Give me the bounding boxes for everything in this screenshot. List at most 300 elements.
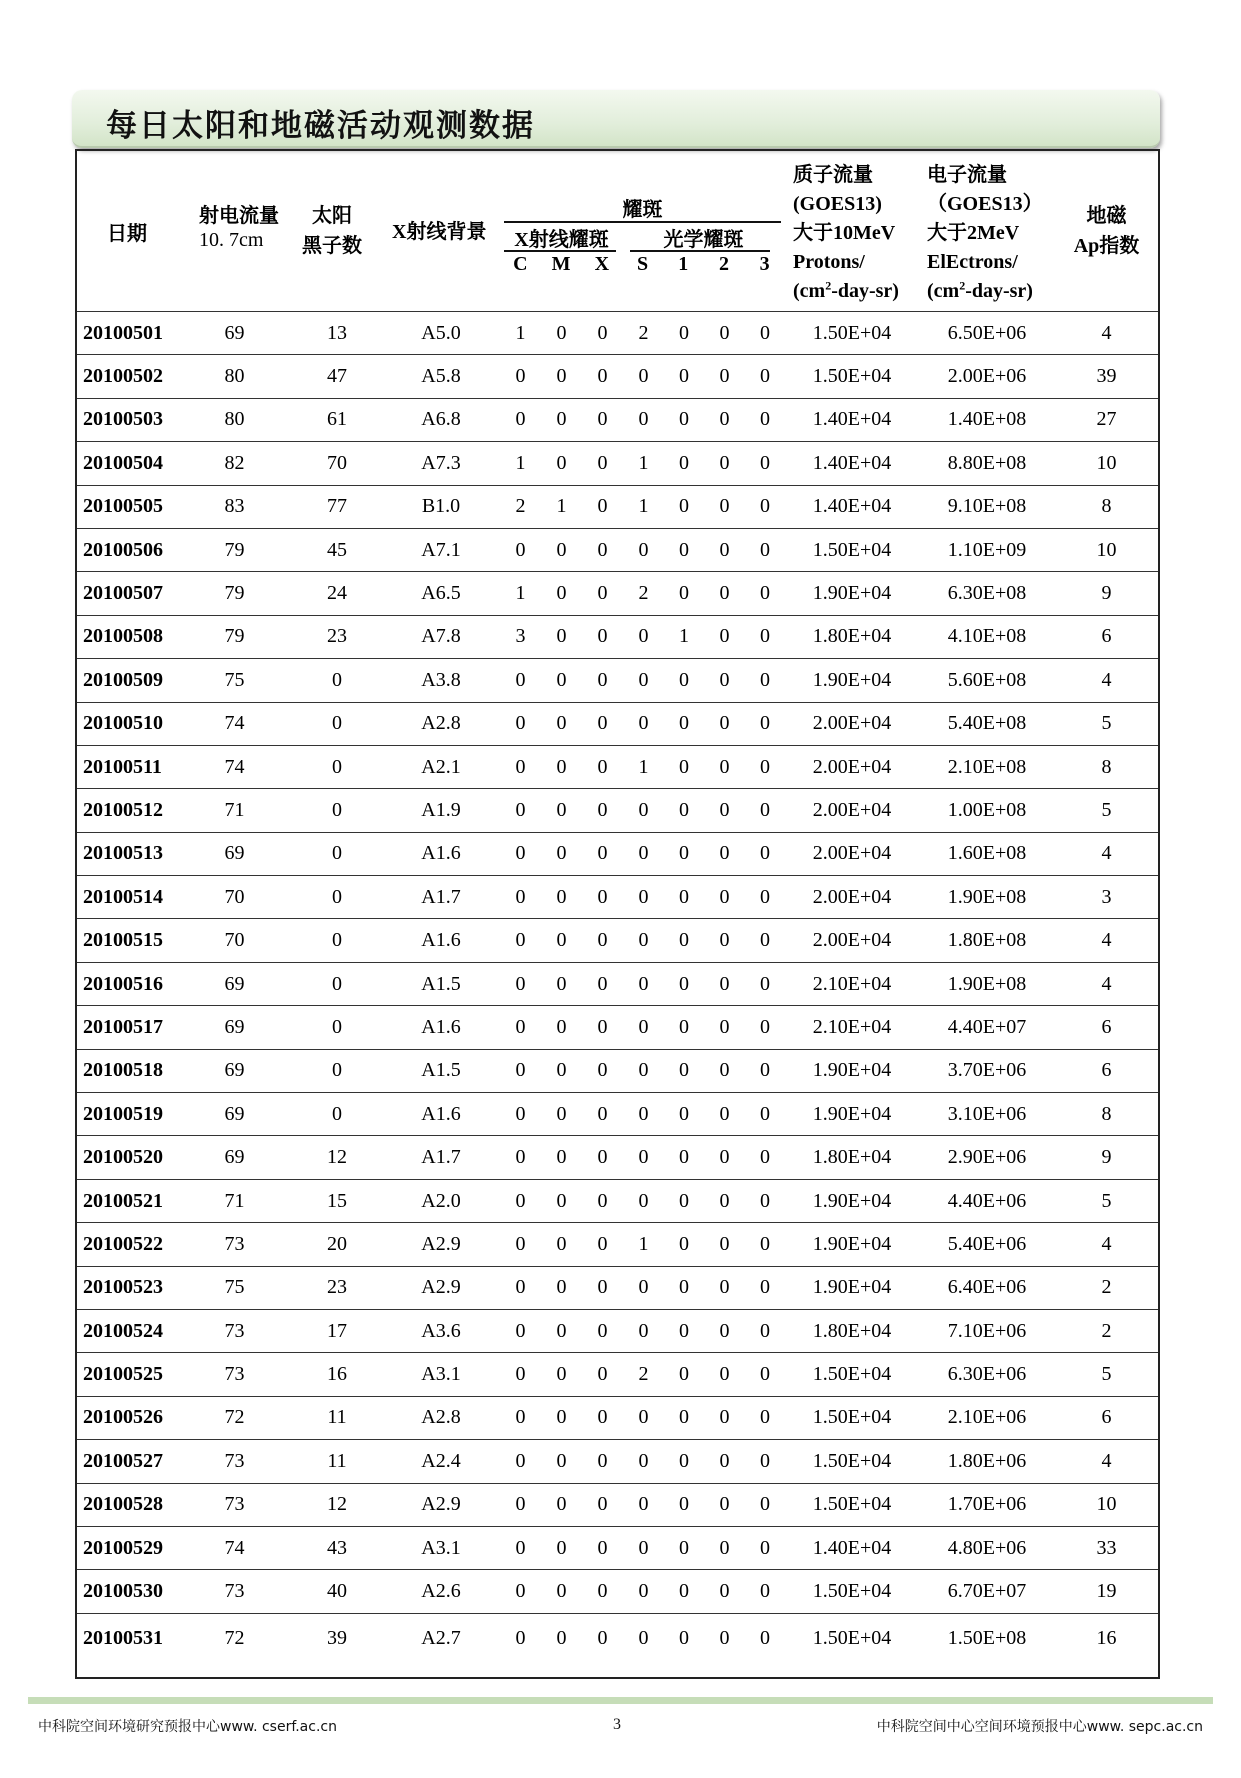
cell-flare-2: 0 <box>704 1006 745 1049</box>
cell-date: 20100526 <box>77 1396 177 1439</box>
cell-flare-m: 0 <box>541 1526 582 1569</box>
cell-flare-s: 2 <box>623 312 664 355</box>
cell-flare-2: 0 <box>704 1266 745 1309</box>
table-row <box>77 355 1158 398</box>
header-class-s: S <box>636 253 649 275</box>
cell-ap-index: 4 <box>1055 659 1158 702</box>
cell-flare-s: 0 <box>623 1049 664 1092</box>
cell-sunspot: 0 <box>292 1006 382 1049</box>
table-row <box>77 1179 1158 1222</box>
cell-flare-c: 0 <box>500 528 541 571</box>
cell-flare-m: 0 <box>541 745 582 788</box>
cell-sunspot: 77 <box>292 485 382 528</box>
cell-ap-index: 5 <box>1055 789 1158 832</box>
cell-date: 20100509 <box>77 659 177 702</box>
cell-date: 20100525 <box>77 1353 177 1396</box>
cell-flare-1: 0 <box>664 1483 704 1526</box>
cell-proton-flux: 1.80E+04 <box>785 1309 919 1352</box>
cell-flare-x: 0 <box>582 1353 623 1396</box>
cell-flare-x: 0 <box>582 659 623 702</box>
header-flare <box>500 151 785 312</box>
table-row <box>77 919 1158 962</box>
cell-flare-s: 0 <box>623 1266 664 1309</box>
cell-sunspot: 0 <box>292 1093 382 1136</box>
cell-electron-flux: 1.50E+08 <box>947 1627 1027 1650</box>
cell-flare-c: 0 <box>515 1627 526 1650</box>
cell-flare-x: 0 <box>582 572 623 615</box>
cell-electron-flux: 5.40E+08 <box>919 702 1055 745</box>
cell-flare-s: 0 <box>623 1440 664 1483</box>
cell-flare-x: 0 <box>582 312 623 355</box>
cell-proton-flux: 1.50E+04 <box>812 1627 892 1650</box>
cell-sunspot: 43 <box>292 1526 382 1569</box>
table-row <box>77 1006 1158 1049</box>
cell-flare-c: 0 <box>500 1396 541 1439</box>
header-sunspot <box>292 151 382 312</box>
cell-ap-index: 33 <box>1055 1526 1158 1569</box>
cell-flare-m: 0 <box>541 572 582 615</box>
cell-flare-s: 0 <box>623 789 664 832</box>
cell-xray-bg: A3.8 <box>382 659 500 702</box>
cell-flare-c: 0 <box>500 789 541 832</box>
cell-flare-c: 0 <box>500 659 541 702</box>
cell-flare-3: 0 <box>745 572 785 615</box>
cell-flare-2: 0 <box>704 1309 745 1352</box>
cell-electron-flux: 5.60E+08 <box>919 659 1055 702</box>
cell-ap-index: 4 <box>1055 1223 1158 1266</box>
header-flare-classes <box>500 253 785 276</box>
cell-flare-2: 0 <box>704 1483 745 1526</box>
cell-xray-bg: A1.7 <box>382 1136 500 1179</box>
cell-flare-3: 0 <box>745 1223 785 1266</box>
cell-proton-flux: 1.90E+04 <box>785 1049 919 1092</box>
cell-ap-index: 8 <box>1055 1093 1158 1136</box>
cell-flare-1: 0 <box>664 1309 704 1352</box>
cell-proton-flux: 1.50E+04 <box>785 1483 919 1526</box>
cell-flare-c: 0 <box>500 745 541 788</box>
header-class-c: C <box>513 253 528 275</box>
cell-radio-flux: 69 <box>177 1093 292 1136</box>
table-row <box>77 528 1158 571</box>
cell-electron-flux: 1.00E+08 <box>919 789 1055 832</box>
cell-flare-2: 0 <box>704 832 745 875</box>
cell-date: 20100524 <box>77 1309 177 1352</box>
cell-flare-x: 0 <box>582 1440 623 1483</box>
cell-date: 20100522 <box>77 1223 177 1266</box>
header-sunspot-label-2: 黑子数 <box>302 235 362 257</box>
cell-radio-flux: 75 <box>177 659 292 702</box>
cell-flare-2: 0 <box>704 572 745 615</box>
cell-flare-c: 0 <box>500 832 541 875</box>
cell-proton-flux: 1.90E+04 <box>785 572 919 615</box>
cell-flare-2: 0 <box>704 919 745 962</box>
cell-flare-3: 0 <box>745 528 785 571</box>
cell-flare-c: 0 <box>500 1526 541 1569</box>
cell-electron-flux: 3.70E+06 <box>919 1049 1055 1092</box>
cell-ap-index: 3 <box>1055 876 1158 919</box>
cell-flare-3: 0 <box>745 1093 785 1136</box>
cell-flare-3: 0 <box>745 1353 785 1396</box>
cell-flare-3: 0 <box>745 876 785 919</box>
cell-flare-3: 0 <box>745 1006 785 1049</box>
cell-xray-bg: A1.6 <box>382 919 500 962</box>
cell-flare-3: 0 <box>745 1309 785 1352</box>
cell-sunspot: 20 <box>292 1223 382 1266</box>
cell-flare-s: 0 <box>623 702 664 745</box>
cell-flare-m: 0 <box>541 442 582 485</box>
cell-sunspot: 0 <box>292 919 382 962</box>
header-date-label: 日期 <box>107 223 147 245</box>
cell-proton-flux: 1.40E+04 <box>785 1526 919 1569</box>
cell-xray-bg: A1.6 <box>382 1006 500 1049</box>
table-row <box>77 1396 1158 1439</box>
cell-proton-flux: 1.50E+04 <box>785 355 919 398</box>
cell-proton-flux: 1.50E+04 <box>785 528 919 571</box>
cell-flare-m: 0 <box>541 1483 582 1526</box>
cell-date: 20100530 <box>77 1570 177 1613</box>
cell-flare-c: 1 <box>500 312 541 355</box>
cell-xray-bg: A2.9 <box>382 1266 500 1309</box>
cell-flare-c: 0 <box>500 1006 541 1049</box>
cell-flare-1: 0 <box>664 398 704 441</box>
header-xray-bg-label: X射线背景 <box>392 221 487 243</box>
cell-radio-flux: 73 <box>177 1570 292 1613</box>
cell-flare-1: 0 <box>664 1570 704 1613</box>
cell-electron-flux: 7.10E+06 <box>919 1309 1055 1352</box>
cell-flare-2: 0 <box>704 1179 745 1222</box>
cell-flare-1: 0 <box>664 1136 704 1179</box>
table-row <box>77 1266 1158 1309</box>
cell-flare-1: 0 <box>664 1396 704 1439</box>
cell-radio-flux: 79 <box>177 615 292 658</box>
cell-flare-1: 0 <box>664 572 704 615</box>
cell-flare-2: 0 <box>704 1223 745 1266</box>
cell-flare-x: 0 <box>582 702 623 745</box>
cell-flare-1: 0 <box>664 312 704 355</box>
cell-flare-x: 0 <box>582 528 623 571</box>
cell-radio-flux: 70 <box>177 919 292 962</box>
cell-flare-s: 0 <box>623 1006 664 1049</box>
cell-electron-flux: 1.80E+08 <box>919 919 1055 962</box>
cell-flare-m: 0 <box>541 1570 582 1613</box>
table-row <box>77 615 1158 658</box>
cell-electron-flux: 4.80E+06 <box>919 1526 1055 1569</box>
header-date <box>77 151 177 312</box>
cell-proton-flux: 2.00E+04 <box>785 876 919 919</box>
page-title: 每日太阳和地磁活动观测数据 <box>106 108 535 144</box>
cell-electron-flux: 1.80E+06 <box>919 1440 1055 1483</box>
cell-sunspot: 0 <box>292 1049 382 1092</box>
cell-proton-flux: 1.90E+04 <box>785 1179 919 1222</box>
cell-proton-flux: 2.00E+04 <box>785 832 919 875</box>
cell-flare-3: 0 <box>745 745 785 788</box>
cell-ap-index: 4 <box>1055 312 1158 355</box>
cell-flare-1: 0 <box>679 1627 689 1650</box>
cell-flare-x: 0 <box>582 1266 623 1309</box>
cell-radio-flux: 69 <box>177 962 292 1005</box>
cell-flare-s: 0 <box>638 1627 649 1650</box>
cell-flare-3: 0 <box>745 919 785 962</box>
cell-flare-m: 0 <box>541 919 582 962</box>
cell-flare-c: 1 <box>500 572 541 615</box>
cell-flare-x: 0 <box>582 1136 623 1179</box>
cell-radio-flux: 72 <box>177 1396 292 1439</box>
cell-xray-bg: A5.8 <box>382 355 500 398</box>
cell-xray-bg: A2.1 <box>382 745 500 788</box>
cell-flare-c: 0 <box>500 1353 541 1396</box>
cell-flare-2: 0 <box>704 528 745 571</box>
header-class-x: X <box>594 253 610 275</box>
cell-date: 20100521 <box>77 1179 177 1222</box>
table-row <box>77 1613 1158 1664</box>
cell-flare-s: 0 <box>623 832 664 875</box>
cell-electron-flux: 8.80E+08 <box>919 442 1055 485</box>
cell-flare-x: 0 <box>582 485 623 528</box>
cell-ap-index: 8 <box>1055 745 1158 788</box>
cell-flare-2: 0 <box>704 745 745 788</box>
cell-flare-1: 0 <box>664 659 704 702</box>
table-row <box>77 485 1158 528</box>
cell-proton-flux: 1.50E+04 <box>785 1353 919 1396</box>
cell-electron-flux: 4.40E+07 <box>919 1006 1055 1049</box>
cell-xray-bg: A1.5 <box>382 962 500 1005</box>
cell-flare-s: 0 <box>623 962 664 1005</box>
cell-date: 20100508 <box>77 615 177 658</box>
cell-date: 20100504 <box>77 442 177 485</box>
cell-proton-flux: 1.90E+04 <box>785 1266 919 1309</box>
cell-electron-flux: 9.10E+08 <box>919 485 1055 528</box>
cell-flare-1: 0 <box>664 1223 704 1266</box>
table-row <box>77 1093 1158 1136</box>
cell-radio-flux: 74 <box>177 1526 292 1569</box>
cell-sunspot: 17 <box>292 1309 382 1352</box>
cell-radio-flux: 69 <box>177 1006 292 1049</box>
cell-proton-flux: 2.00E+04 <box>785 919 919 962</box>
cell-date: 20100518 <box>77 1049 177 1092</box>
header-class-m: M <box>551 253 571 275</box>
cell-electron-flux: 6.30E+06 <box>919 1353 1055 1396</box>
cell-flare-m: 0 <box>541 1049 582 1092</box>
cell-date: 20100511 <box>77 745 177 788</box>
cell-radio-flux: 80 <box>177 398 292 441</box>
table-row <box>77 1136 1158 1179</box>
cell-xray-bg: A2.0 <box>382 1179 500 1222</box>
cell-radio-flux: 80 <box>177 355 292 398</box>
cell-proton-flux: 2.10E+04 <box>785 962 919 1005</box>
cell-flare-3: 0 <box>745 312 785 355</box>
cell-xray-bg: A2.9 <box>382 1223 500 1266</box>
cell-flare-m: 0 <box>541 789 582 832</box>
cell-flare-1: 0 <box>664 1006 704 1049</box>
cell-flare-1: 0 <box>664 876 704 919</box>
cell-flare-x: 0 <box>582 442 623 485</box>
footer-right-text: 中科院空间中心空间环境预报中心www. sepc.ac.cn <box>876 1719 1203 1735</box>
cell-flare-s: 0 <box>623 1309 664 1352</box>
cell-flare-c: 0 <box>500 398 541 441</box>
cell-flare-3: 0 <box>745 962 785 1005</box>
cell-flare-c: 0 <box>500 1093 541 1136</box>
header-optical-flare-label: 光学耀斑 <box>663 229 744 251</box>
cell-flare-x: 0 <box>582 876 623 919</box>
cell-proton-flux: 1.50E+04 <box>785 312 919 355</box>
cell-xray-bg: A1.5 <box>382 1049 500 1092</box>
cell-date: 20100513 <box>77 832 177 875</box>
cell-flare-s: 0 <box>623 876 664 919</box>
cell-sunspot: 0 <box>292 876 382 919</box>
cell-flare-c: 0 <box>500 1179 541 1222</box>
header-class-3: 3 <box>759 253 770 275</box>
cell-radio-flux: 69 <box>177 832 292 875</box>
cell-proton-flux: 2.00E+04 <box>785 702 919 745</box>
cell-proton-flux: 1.50E+04 <box>785 1570 919 1613</box>
cell-flare-s: 0 <box>623 1396 664 1439</box>
cell-radio-flux: 73 <box>177 1223 292 1266</box>
cell-flare-c: 0 <box>500 1309 541 1352</box>
header-radio-flux-label: 射电流量 <box>199 205 279 227</box>
cell-radio-flux: 73 <box>177 1483 292 1526</box>
cell-flare-2: 0 <box>704 962 745 1005</box>
cell-sunspot: 45 <box>292 528 382 571</box>
cell-flare-m: 0 <box>541 832 582 875</box>
cell-flare-x: 0 <box>582 832 623 875</box>
table-row <box>77 1049 1158 1092</box>
cell-xray-bg: A1.6 <box>382 1093 500 1136</box>
cell-electron-flux: 6.70E+07 <box>919 1570 1055 1613</box>
cell-flare-2: 0 <box>704 1396 745 1439</box>
cell-flare-1: 0 <box>664 1440 704 1483</box>
cell-flare-x: 0 <box>582 1570 623 1613</box>
cell-flare-2: 0 <box>704 1136 745 1179</box>
data-table <box>77 151 1158 1664</box>
cell-proton-flux: 1.50E+04 <box>785 1440 919 1483</box>
header-radio-flux-unit: 10. 7cm <box>199 229 264 251</box>
cell-flare-3: 0 <box>745 1179 785 1222</box>
cell-flare-3: 0 <box>745 615 785 658</box>
cell-flare-2: 0 <box>704 398 745 441</box>
cell-flare-m: 0 <box>541 1309 582 1352</box>
cell-electron-flux: 2.10E+06 <box>919 1396 1055 1439</box>
cell-sunspot: 12 <box>292 1483 382 1526</box>
cell-radio-flux: 74 <box>177 702 292 745</box>
table-row <box>77 572 1158 615</box>
cell-flare-3: 0 <box>745 1049 785 1092</box>
cell-xray-bg: A2.7 <box>421 1627 461 1650</box>
cell-xray-bg: A7.8 <box>382 615 500 658</box>
cell-flare-3: 0 <box>745 1440 785 1483</box>
cell-flare-2: 0 <box>704 1049 745 1092</box>
cell-sunspot: 11 <box>292 1440 382 1483</box>
cell-sunspot: 0 <box>292 789 382 832</box>
cell-flare-1: 1 <box>664 615 704 658</box>
table-row <box>77 1440 1158 1483</box>
cell-flare-s: 0 <box>623 1526 664 1569</box>
header-electron-flux <box>919 151 1055 312</box>
cell-ap-index: 6 <box>1055 1049 1158 1092</box>
cell-sunspot: 16 <box>292 1353 382 1396</box>
cell-xray-bg: A1.7 <box>382 876 500 919</box>
header-geomag-label: 地磁 <box>1086 205 1127 227</box>
cell-ap-index: 8 <box>1055 485 1158 528</box>
cell-flare-x: 0 <box>582 1006 623 1049</box>
cell-xray-bg: A3.1 <box>382 1526 500 1569</box>
cell-flare-2: 0 <box>704 615 745 658</box>
cell-electron-flux: 4.40E+06 <box>919 1179 1055 1222</box>
cell-sunspot: 70 <box>292 442 382 485</box>
cell-flare-c: 0 <box>500 1223 541 1266</box>
cell-electron-flux: 4.10E+08 <box>919 615 1055 658</box>
cell-flare-c: 0 <box>500 876 541 919</box>
cell-proton-flux: 1.80E+04 <box>785 1136 919 1179</box>
table-row <box>77 312 1158 355</box>
cell-flare-1: 0 <box>664 1049 704 1092</box>
cell-flare-3: 0 <box>745 1483 785 1526</box>
cell-sunspot: 11 <box>292 1396 382 1439</box>
cell-flare-x: 0 <box>597 1627 608 1650</box>
cell-flare-1: 0 <box>664 789 704 832</box>
cell-ap-index: 9 <box>1055 1136 1158 1179</box>
cell-proton-flux: 2.00E+04 <box>785 789 919 832</box>
header-electron-label: 电子流量 （GOES13） 大于2MeV ElEctrons/ $(cm^2-day-sr)$ <box>927 164 1043 302</box>
cell-xray-bg: A1.9 <box>382 789 500 832</box>
table-row <box>77 1526 1158 1569</box>
cell-xray-bg: A2.8 <box>382 1396 500 1439</box>
cell-radio-flux: 79 <box>177 528 292 571</box>
table-row <box>77 1570 1158 1613</box>
cell-flare-m: 0 <box>541 1006 582 1049</box>
header-radio-flux <box>177 151 292 312</box>
cell-flare-s: 0 <box>623 659 664 702</box>
cell-flare-1: 0 <box>664 702 704 745</box>
cell-flare-c: 0 <box>500 1570 541 1613</box>
cell-flare-s: 0 <box>623 919 664 962</box>
cell-sunspot: 13 <box>292 312 382 355</box>
cell-flare-2: 0 <box>704 355 745 398</box>
table-row <box>77 745 1158 788</box>
cell-electron-flux: 2.10E+08 <box>919 745 1055 788</box>
cell-ap-index: 19 <box>1055 1570 1158 1613</box>
cell-radio-flux: 71 <box>177 1179 292 1222</box>
cell-flare-3: 0 <box>745 1570 785 1613</box>
cell-flare-1: 0 <box>664 1526 704 1569</box>
cell-flare-x: 0 <box>582 962 623 1005</box>
cell-flare-s: 0 <box>623 1136 664 1179</box>
header-class-1: 1 <box>678 253 689 275</box>
cell-flare-2: 0 <box>704 876 745 919</box>
cell-date: 20100507 <box>77 572 177 615</box>
cell-flare-3: 0 <box>745 485 785 528</box>
header-proton-flux <box>785 151 919 312</box>
cell-flare-2: 0 <box>704 1570 745 1613</box>
cell-flare-x: 0 <box>582 1049 623 1092</box>
cell-flare-3: 0 <box>745 789 785 832</box>
cell-flare-1: 0 <box>664 485 704 528</box>
cell-flare-3: 0 <box>745 659 785 702</box>
cell-xray-bg: A1.6 <box>382 832 500 875</box>
cell-electron-flux: 5.40E+06 <box>919 1223 1055 1266</box>
cell-proton-flux: 1.80E+04 <box>785 615 919 658</box>
cell-electron-flux: 2.00E+06 <box>919 355 1055 398</box>
header-xray-flare-label: X射线耀斑 <box>514 229 609 251</box>
cell-radio-flux: 83 <box>177 485 292 528</box>
cell-flare-s: 0 <box>623 1483 664 1526</box>
cell-ap-index: 10 <box>1055 528 1158 571</box>
cell-sunspot: 0 <box>292 745 382 788</box>
cell-flare-m: 0 <box>541 659 582 702</box>
cell-electron-flux: 1.90E+08 <box>919 876 1055 919</box>
cell-flare-2: 0 <box>704 1526 745 1569</box>
cell-electron-flux: 2.90E+06 <box>919 1136 1055 1179</box>
cell-proton-flux: 1.90E+04 <box>785 1093 919 1136</box>
